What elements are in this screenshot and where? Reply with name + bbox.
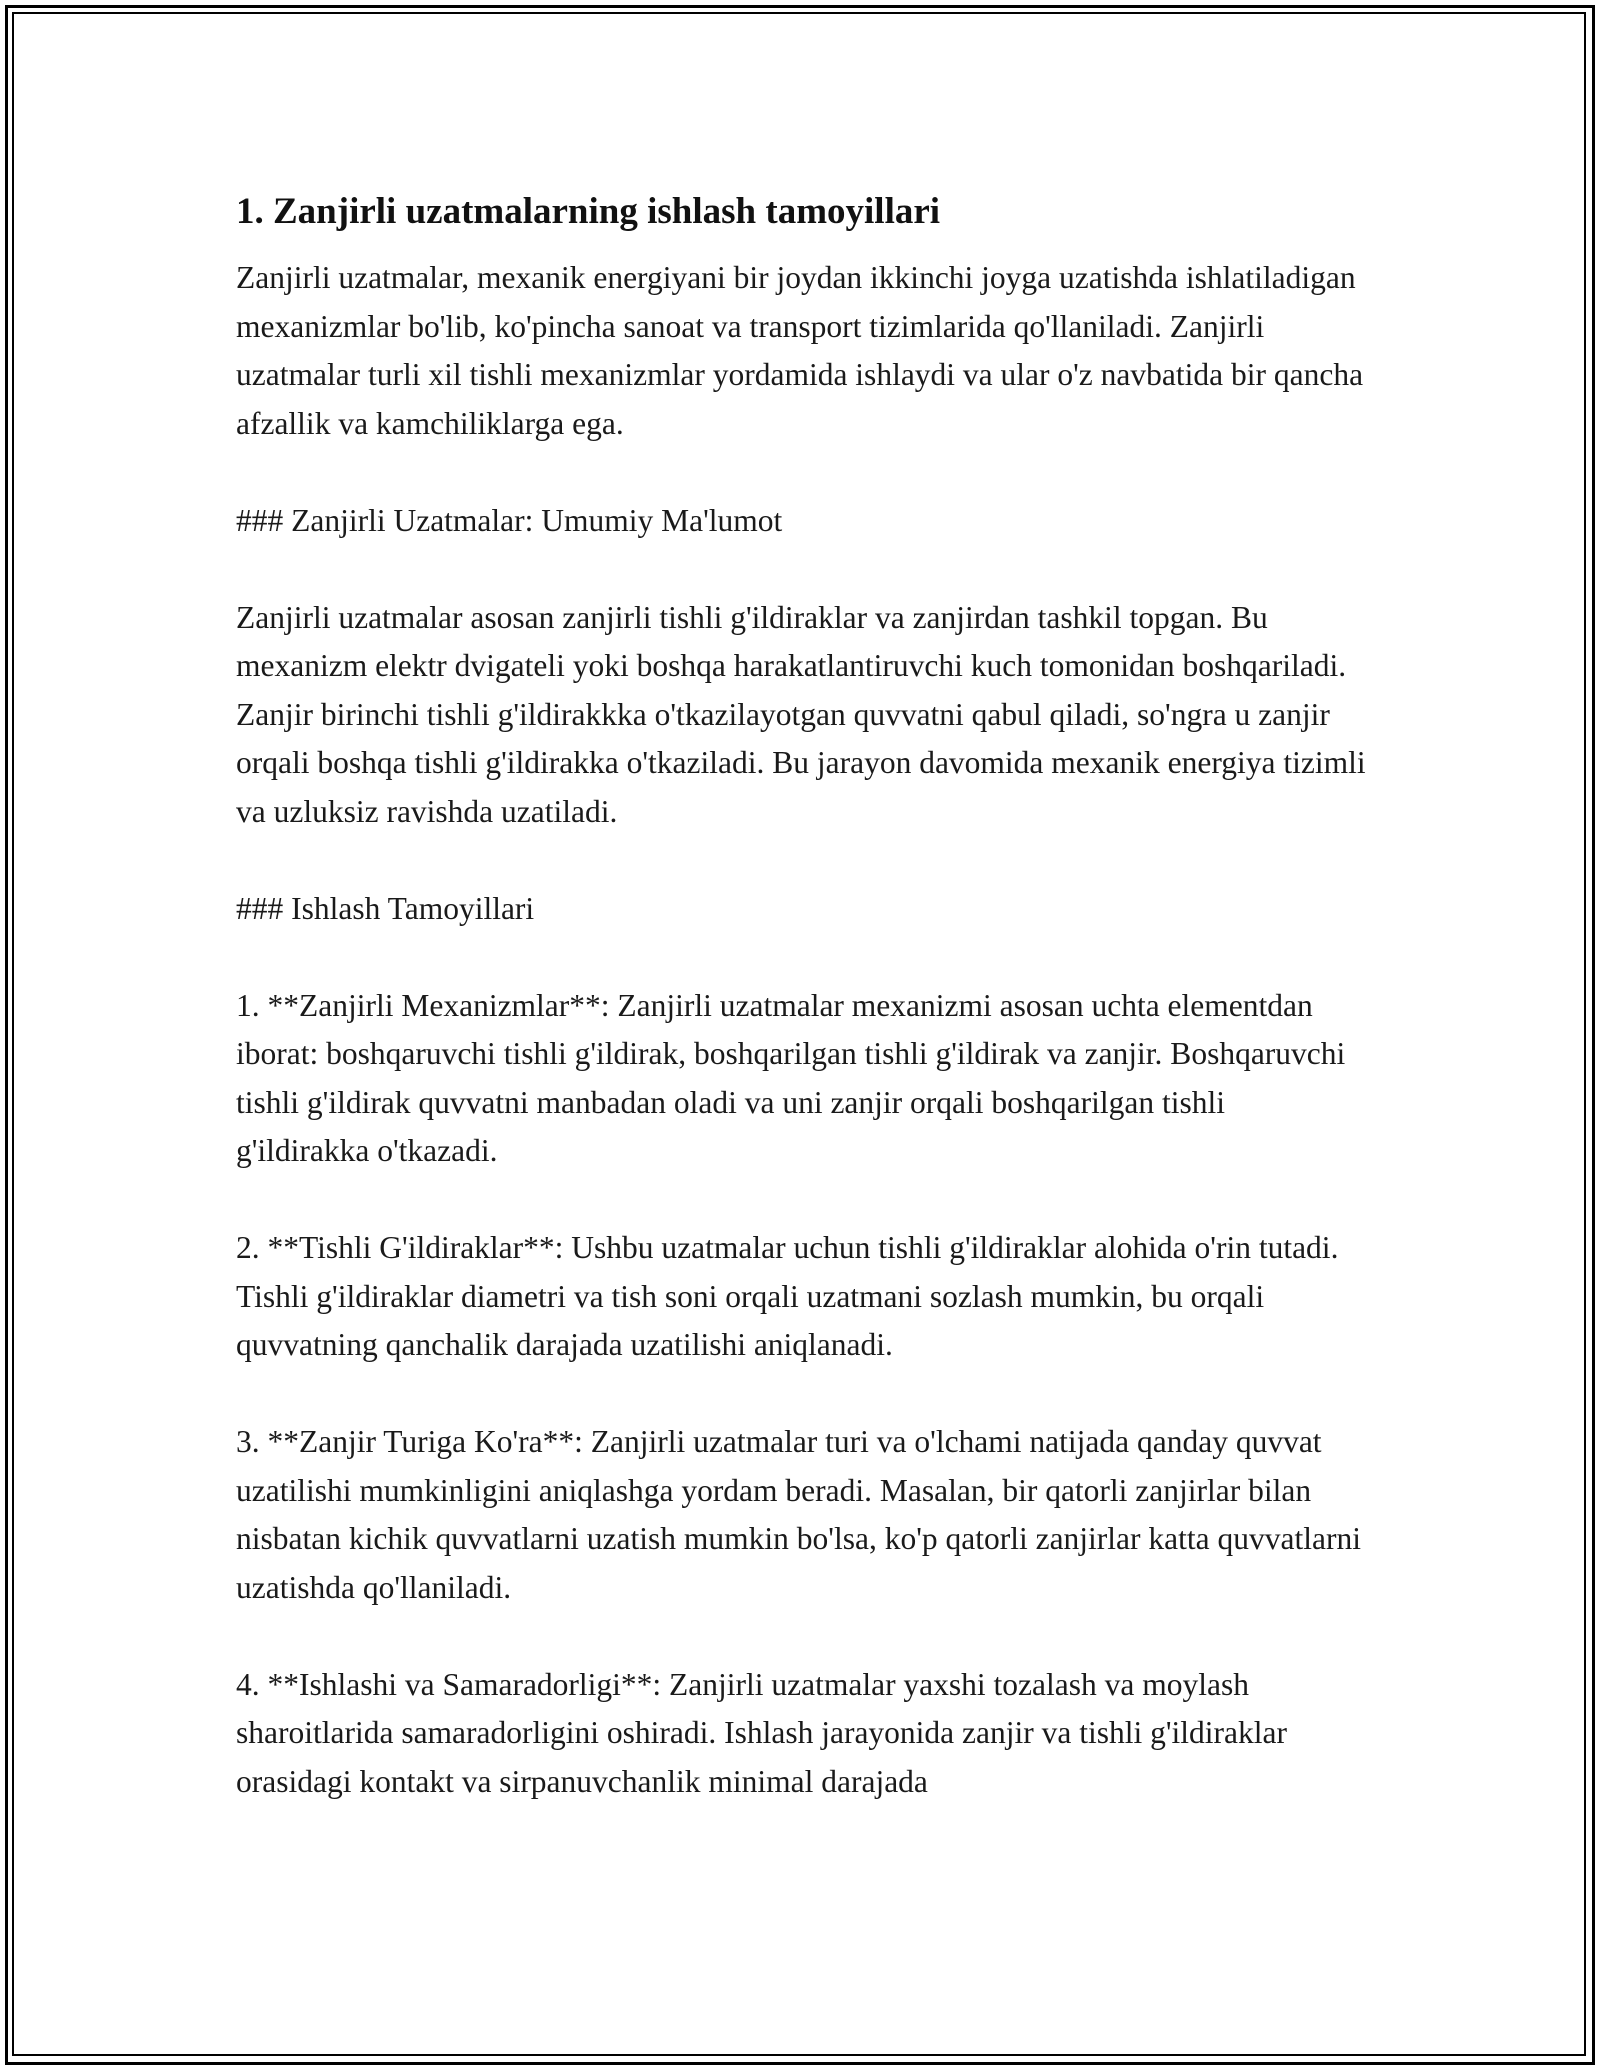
list-item-2: 2. **Tishli G'ildiraklar**: Ushbu uzatmalar uchun tishli g'ildiraklar alohida o'rin tutadi. Tishli g'ildiraklar diametri va tish soni orqali uzatmani sozlash mumkin, bu orqali quvvatning qanchalik darajada uzatilishi aniqlanadi. — [236, 1230, 1339, 1362]
intro-paragraph: Zanjirli uzatmalar, mexanik energiyani bir joydan ikkinchi joyga uzatishda ishlatiladigan mexanizmlar bo'lib, ko'pincha sanoat va transport tizimlarida qo'llaniladi. Zanjirli uzatmalar turli xil tishli mexanizmlar yordamida ishlaydi va ular o'z navbatida bir qancha afzallik va kamchiliklarga ega. — [236, 260, 1364, 441]
document-body — [236, 188, 1366, 1855]
section-heading-tamoyillar: ### Ishlash Tamoyillari — [236, 890, 535, 926]
section-heading-umumiy: ### Zanjirli Uzatmalar: Umumiy Ma'lumot — [236, 502, 783, 538]
document-title: 1. Zanjirli uzatmalarning ishlash tamoyillari — [236, 191, 941, 232]
list-item-4: 4. **Ishlashi va Samaradorligi**: Zanjirli uzatmalar yaxshi tozalash va moylash sharoitlarida samaradorligini oshiradi. Ishlash jarayonida zanjir va tishli g'ildiraklar orasidagi kontakt va sirpanuvchanlik minimal darajada — [236, 1666, 1287, 1799]
overview-paragraph: Zanjirli uzatmalar asosan zanjirli tishli g'ildiraklar va zanjirdan tashkil topgan. Bu mexanizm elektr dvigateli yoki boshqa harakatlantiruvchi kuch tomonidan boshqariladi. Zanjir birinchi tishli g'ildirakkka o'tkazilayotgan quvvatni qabul qiladi, so'ngra u zanjir orqali boshqa tishli g'ildirakka o'tkaziladi. Bu jarayon davomida mexanik energiya tizimli va uzluksiz ravishda uzatiladi. — [236, 599, 1366, 829]
list-item-3: 3. **Zanjir Turiga Ko'ra**: Zanjirli uzatmalar turi va o'lchami natijada qanday quvvat uzatilishi mumkinligini aniqlashga yordam beradi. Masalan, bir qatorli zanjirlar bilan nisbatan kichik quvvatlarni uzatish mumkin bo'lsa, ko'p qatorli zanjirlar katta quvvatlarni uzatishda qo'llaniladi. — [236, 1424, 1361, 1605]
list-item-1: 1. **Zanjirli Mexanizmlar**: Zanjirli uzatmalar mexanizmi asosan uchta elementdan iborat: boshqaruvchi tishli g'ildirak, boshqarilgan tishli g'ildirak va zanjir. Boshqaruvchi tishli g'ildirak quvvatni manbadan oladi va uni zanjir orqali boshqarilgan tishli g'ildirakka o'tkazadi. — [236, 987, 1346, 1168]
